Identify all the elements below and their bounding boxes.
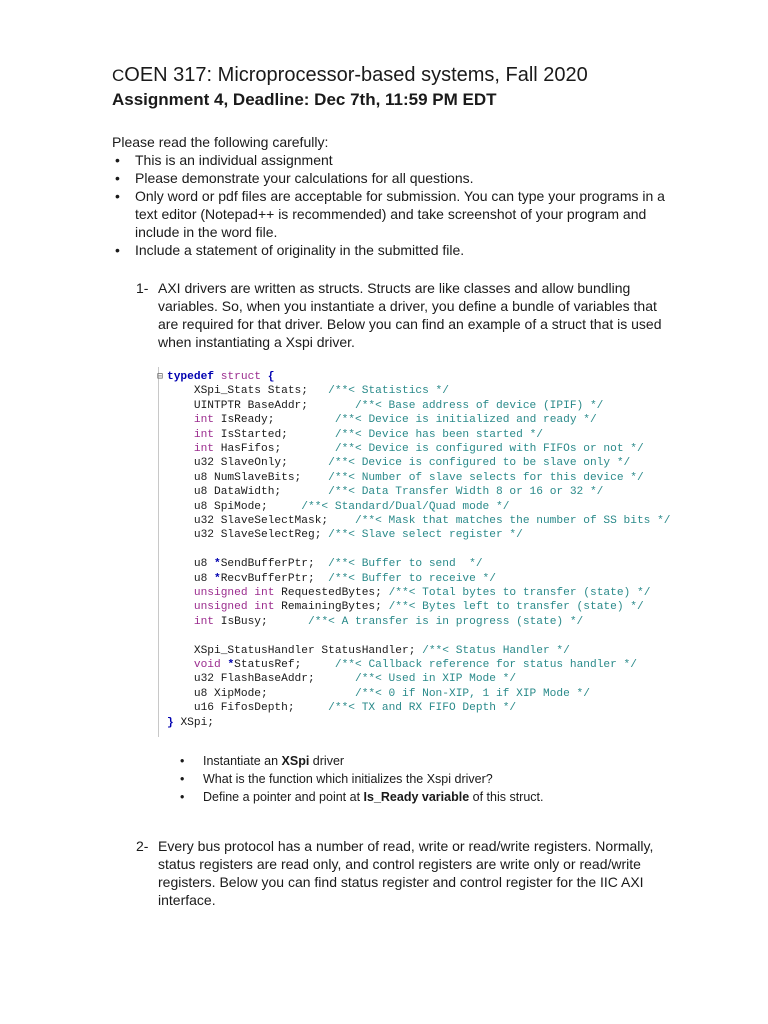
task-emphasis: Is_Ready variable bbox=[363, 790, 470, 804]
title-rest: OEN 317: Microprocessor-based systems, Fall 2020 bbox=[124, 64, 588, 86]
code-token: /**< 0 if Non-XIP, 1 if XIP Mode */ bbox=[354, 687, 590, 700]
instruction-item: • Include a statement of originality in the submitted file. bbox=[112, 241, 672, 259]
code-token: /**< Callback reference for status handler */ bbox=[334, 659, 637, 671]
code-token: /**< Device is configured with FIFOs or not */ bbox=[334, 443, 644, 455]
code-token: /**< Standard/Dual/Quad mode */ bbox=[301, 500, 510, 513]
code-token: /**< Bytes left to transfer (state) */ bbox=[388, 601, 644, 614]
code-line bbox=[167, 644, 570, 658]
code-line bbox=[167, 456, 630, 470]
task-text: What is the function which initializes the Xspi driver? bbox=[203, 772, 493, 786]
code-line bbox=[167, 471, 644, 485]
code-token: XSpi_StatusHandler StatusHandler; bbox=[167, 644, 423, 657]
code-token: /**< Device has been started */ bbox=[334, 428, 543, 441]
code-token: u8 NumSlaveBits; bbox=[167, 471, 329, 484]
task-item bbox=[180, 752, 620, 770]
code-token: /**< Base address of device (IPIF) */ bbox=[354, 399, 604, 412]
code-token: UINTPTR BaseAddr; bbox=[167, 399, 355, 412]
code-token: u8 XipMode; bbox=[167, 687, 355, 700]
code-token: int bbox=[193, 615, 215, 628]
code-token: XSpi_Stats Stats; bbox=[167, 385, 329, 398]
code-line bbox=[167, 384, 449, 398]
code-token: /**< Device is configured to be slave only */ bbox=[328, 457, 631, 470]
page-subtitle bbox=[112, 90, 497, 110]
instruction-list bbox=[112, 151, 672, 259]
code-line bbox=[167, 557, 483, 571]
code-line bbox=[167, 658, 637, 672]
code-token: /**< A transfer is in progress (state) */ bbox=[308, 615, 584, 628]
task-item bbox=[180, 788, 620, 806]
code-line bbox=[167, 428, 543, 442]
code-token: /**< Status Handler */ bbox=[422, 644, 570, 657]
code-token: unsigned int bbox=[193, 601, 275, 614]
code-screenshot bbox=[158, 367, 715, 737]
code-token: { bbox=[261, 371, 275, 383]
instruction-item: • This is an individual assignment bbox=[112, 151, 672, 169]
code-token: RemainingBytes; bbox=[274, 601, 389, 614]
code-token bbox=[167, 414, 194, 426]
subtitle-colon: : bbox=[303, 90, 310, 109]
code-token: /**< Statistics */ bbox=[328, 385, 449, 398]
code-token: RequestedBytes; bbox=[274, 587, 389, 599]
task-text: Instantiate an bbox=[203, 754, 282, 768]
code-token: void bbox=[193, 659, 221, 671]
task-emphasis: XSpi bbox=[281, 754, 310, 768]
code-line bbox=[167, 672, 516, 686]
code-token: /**< TX and RX FIFO Depth */ bbox=[328, 702, 517, 715]
code-line bbox=[167, 615, 583, 629]
code-line bbox=[167, 716, 214, 730]
code-line bbox=[167, 485, 603, 499]
code-line bbox=[167, 413, 597, 427]
code-token: /**< Device is initialized and ready */ bbox=[334, 414, 597, 427]
code-token: u8 bbox=[167, 572, 214, 585]
question-text: Every bus protocol has a number of read, write or read/write registers. Normally, status registers are read only, and control registers are write only or read/write registers. Below you can find status register and control register for the IIC AXI interface. bbox=[158, 838, 654, 908]
task-text: driver bbox=[309, 754, 345, 768]
code-token: typedef bbox=[167, 371, 214, 383]
page-title bbox=[112, 64, 588, 87]
code-line bbox=[167, 500, 509, 514]
fold-icon: ⊟ bbox=[157, 372, 164, 383]
code-token: /**< Buffer to send */ bbox=[328, 558, 483, 571]
code-token: HasFifos; bbox=[214, 443, 335, 455]
task-item bbox=[180, 770, 620, 788]
instruction-item: • Please demonstrate your calculations for all questions. bbox=[112, 169, 672, 187]
code-token: RecvBufferPtr; bbox=[220, 572, 329, 585]
code-token: int bbox=[193, 443, 215, 455]
code-token: u8 DataWidth; bbox=[167, 486, 329, 499]
code-token bbox=[167, 429, 194, 441]
question-number: 2- bbox=[136, 838, 149, 854]
code-token: /**< Number of slave selects for this device */ bbox=[328, 471, 644, 484]
code-token: u32 SlaveOnly; bbox=[167, 457, 329, 470]
code-token: } bbox=[167, 716, 181, 729]
code-line bbox=[167, 528, 523, 542]
code-token: /**< Total bytes to transfer (state) */ bbox=[388, 587, 651, 599]
code-token: u8 bbox=[167, 558, 214, 571]
code-token: IsBusy; bbox=[214, 615, 309, 628]
code-token: /**< Buffer to receive */ bbox=[328, 572, 496, 585]
code-token: u8 SpiMode; bbox=[167, 500, 302, 513]
question-1-tasks bbox=[180, 752, 620, 806]
question-text: AXI drivers are written as structs. Structs are like classes and allow bundling variables. So, when you instantiate a driver, you define a bundle of variables that are required for that driver. Below you can find an example of a struct that is used when instantiating a Xspi driver. bbox=[158, 280, 662, 350]
code-line bbox=[167, 600, 644, 614]
subtitle-main: Assignment 4, Deadline bbox=[112, 90, 304, 109]
code-token: int bbox=[193, 428, 215, 441]
code-line bbox=[167, 586, 650, 600]
instruction-item: • Only word or pdf files are acceptable for submission. You can type your programs in a text editor (Notepad++ is recommended) and take screenshot of your program and include in the word file. bbox=[112, 187, 672, 241]
code-token: u32 FlashBaseAddr; bbox=[167, 673, 355, 686]
code-line bbox=[167, 701, 516, 715]
code-line bbox=[167, 370, 274, 384]
title-first-letter: C bbox=[112, 66, 125, 85]
code-token: unsigned int bbox=[193, 587, 275, 599]
subtitle-date: Dec 7th, 11:59 PM EDT bbox=[309, 90, 497, 109]
code-token: /**< Mask that matches the number of SS bits */ bbox=[354, 515, 671, 527]
code-token: /**< Used in XIP Mode */ bbox=[354, 673, 517, 686]
code-line bbox=[167, 442, 644, 456]
code-line bbox=[167, 687, 590, 701]
code-line bbox=[167, 572, 496, 586]
code-token bbox=[167, 587, 194, 599]
code-line bbox=[167, 514, 671, 528]
intro-text: Please read the following carefully: bbox=[112, 134, 329, 150]
code-line bbox=[167, 399, 603, 413]
code-token: * bbox=[214, 572, 221, 585]
code-token: SendBufferPtr; bbox=[220, 558, 329, 571]
code-token bbox=[167, 616, 194, 628]
code-token bbox=[167, 443, 194, 455]
code-token: u32 SlaveSelectReg; bbox=[167, 529, 329, 542]
code-token: u32 SlaveSelectMask; bbox=[167, 515, 355, 527]
code-token: /**< Data Transfer Width 8 or 16 or 32 */ bbox=[328, 486, 604, 499]
code-token bbox=[167, 659, 194, 671]
question-number: 1- bbox=[136, 280, 149, 296]
code-token: IsReady; bbox=[214, 414, 335, 427]
code-token: * bbox=[227, 659, 235, 671]
code-token: XSpi; bbox=[180, 716, 215, 729]
code-token: * bbox=[214, 558, 221, 571]
code-token: struct bbox=[220, 371, 262, 383]
task-text: Define a pointer and point at bbox=[203, 790, 364, 804]
code-token: u16 FifosDepth; bbox=[167, 702, 329, 715]
code-token bbox=[214, 371, 221, 383]
code-token: StatusRef; bbox=[234, 659, 335, 671]
task-text: of this struct. bbox=[469, 790, 544, 804]
code-token: /**< Slave select register */ bbox=[328, 529, 523, 542]
code-token bbox=[167, 601, 194, 613]
code-token: IsStarted; bbox=[214, 428, 335, 441]
code-token: int bbox=[193, 414, 215, 427]
